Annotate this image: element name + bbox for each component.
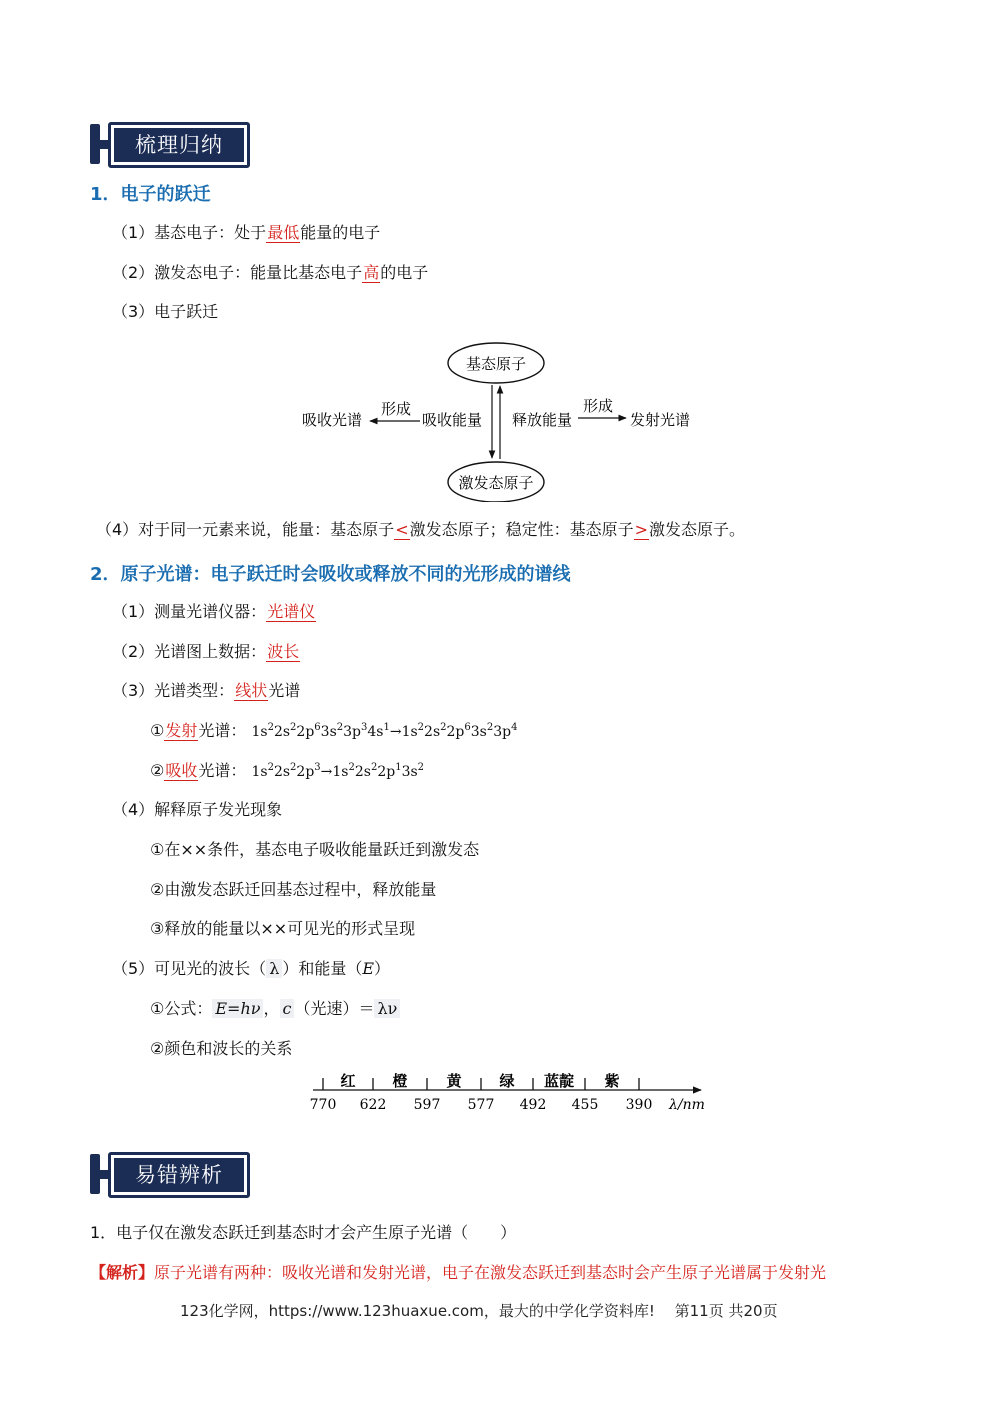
- item-emission-spectrum: ①发射光谱： $1s^22s^22p^63s^23p^34s^1\to 1s^22s^22p^63s^23p^4$: [150, 721, 518, 740]
- item-explain-a: ①在××条件，基态电子吸收能量跃迁到激发态: [150, 840, 480, 859]
- item-absorption-spectrum: ②吸收光谱： $1s^22s^22p^3\to 1s^22s^22p^13s^2$: [150, 761, 425, 780]
- answer-emission: 发射: [165, 721, 198, 740]
- item-color-wavelength: ②颜色和波长的关系: [150, 1039, 293, 1058]
- node-emission-spectrum: 发射光谱: [630, 411, 691, 429]
- item-excited-state: （2）激发态电子：能量比基态电子高的电子: [112, 263, 429, 282]
- answer-lowest: 最低: [267, 223, 300, 242]
- item-spectrum-type: （3）光谱类型：线状光谱: [112, 681, 301, 700]
- answer-greater-than: >: [634, 520, 649, 539]
- tick-label: 390: [625, 1097, 653, 1113]
- heading-atomic-spectrum: 2．原子光谱：电子跃迁时会吸收或释放不同的光形成的谱线: [90, 564, 571, 585]
- banner-title-errors: 易错辨析: [114, 1158, 244, 1192]
- answer-high: 高: [363, 263, 380, 282]
- tick-label: 622: [359, 1097, 387, 1113]
- item-explain-c: ③释放的能量以××可见光的形式呈现: [150, 919, 416, 938]
- answer-line: 线状: [235, 681, 268, 700]
- node-excited: 激发态原子: [458, 474, 534, 492]
- answer-absorption: 吸收: [165, 761, 198, 780]
- node-release-energy: 释放能量: [512, 411, 573, 429]
- item-spectrometer: （1）测量光谱仪器：光谱仪: [112, 602, 316, 621]
- spectrum-axis: [305, 1068, 705, 1116]
- emission-config: $1s^22s^22p^63s^23p^34s^1\to 1s^22s^22p^63s^23p^4$: [251, 722, 518, 740]
- banner-title: 梳理归纳: [114, 128, 244, 162]
- color-label: 红: [340, 1072, 356, 1090]
- section-banner-errors: [90, 1152, 250, 1196]
- label-form-left: 形成: [380, 400, 412, 418]
- color-label: 蓝靛: [543, 1072, 575, 1090]
- color-label: 橙: [392, 1072, 408, 1090]
- page-footer: 123化学网，https://www.123huaxue.com，最大的中学化学资料库! 第11页 共20页: [180, 1302, 778, 1320]
- node-ground: 基态原子: [465, 355, 527, 373]
- question-1-explanation: 【解析】原子光谱有两种：吸收光谱和发射光谱，电子在激发态跃迁到基态时会产生原子光谱属于发射光: [90, 1263, 827, 1282]
- heading-electron-transition: 1．电子的跃迁: [90, 184, 211, 205]
- tick-label: 597: [413, 1097, 441, 1113]
- explanation-tag: 【解析】: [90, 1263, 155, 1282]
- item-explain-emission: （4）解释原子发光现象: [112, 800, 283, 819]
- absorption-config: $1s^22s^22p^3\to 1s^22s^22p^13s^2$: [251, 762, 425, 780]
- item-spectrum-data: （2）光谱图上数据：波长: [112, 642, 300, 661]
- item-energy-stability: （4）对于同一元素来说，能量：基态原子<激发态原子；稳定性：基态原子>激发态原子。: [96, 520, 746, 539]
- axis-unit: λ/nm: [669, 1097, 705, 1113]
- node-absorb-energy: 吸收能量: [422, 411, 483, 429]
- section-banner-summary: [90, 122, 250, 166]
- color-label: 黄: [446, 1072, 462, 1090]
- item-formula: ①公式： E=hν ， c （光速）＝ λν: [150, 996, 400, 1019]
- question-1: 1．电子仅在激发态跃迁到基态时才会产生原子光谱（ ）: [90, 1223, 517, 1242]
- answer-spectrometer: 光谱仪: [267, 602, 316, 621]
- transition-diagram: [300, 340, 700, 502]
- answer-wavelength: 波长: [267, 642, 300, 661]
- item-explain-b: ②由激发态跃迁回基态过程中，释放能量: [150, 880, 437, 899]
- label-form-right: 形成: [582, 397, 614, 415]
- item-wavelength-energy: （5）可见光的波长（ λ ）和能量（E）: [112, 959, 391, 978]
- item-ground-state: （1）基态电子：处于最低能量的电子: [112, 223, 381, 242]
- node-absorption-spectrum: 吸收光谱: [302, 411, 363, 429]
- color-label: 紫: [604, 1072, 620, 1090]
- item-electron-transition: （3）电子跃迁: [112, 302, 219, 321]
- answer-less-than: <: [395, 520, 409, 539]
- tick-label: 577: [467, 1097, 495, 1113]
- tick-label: 492: [519, 1097, 547, 1113]
- tick-label: 770: [309, 1097, 337, 1113]
- color-label: 绿: [499, 1072, 515, 1090]
- tick-label: 455: [571, 1097, 599, 1113]
